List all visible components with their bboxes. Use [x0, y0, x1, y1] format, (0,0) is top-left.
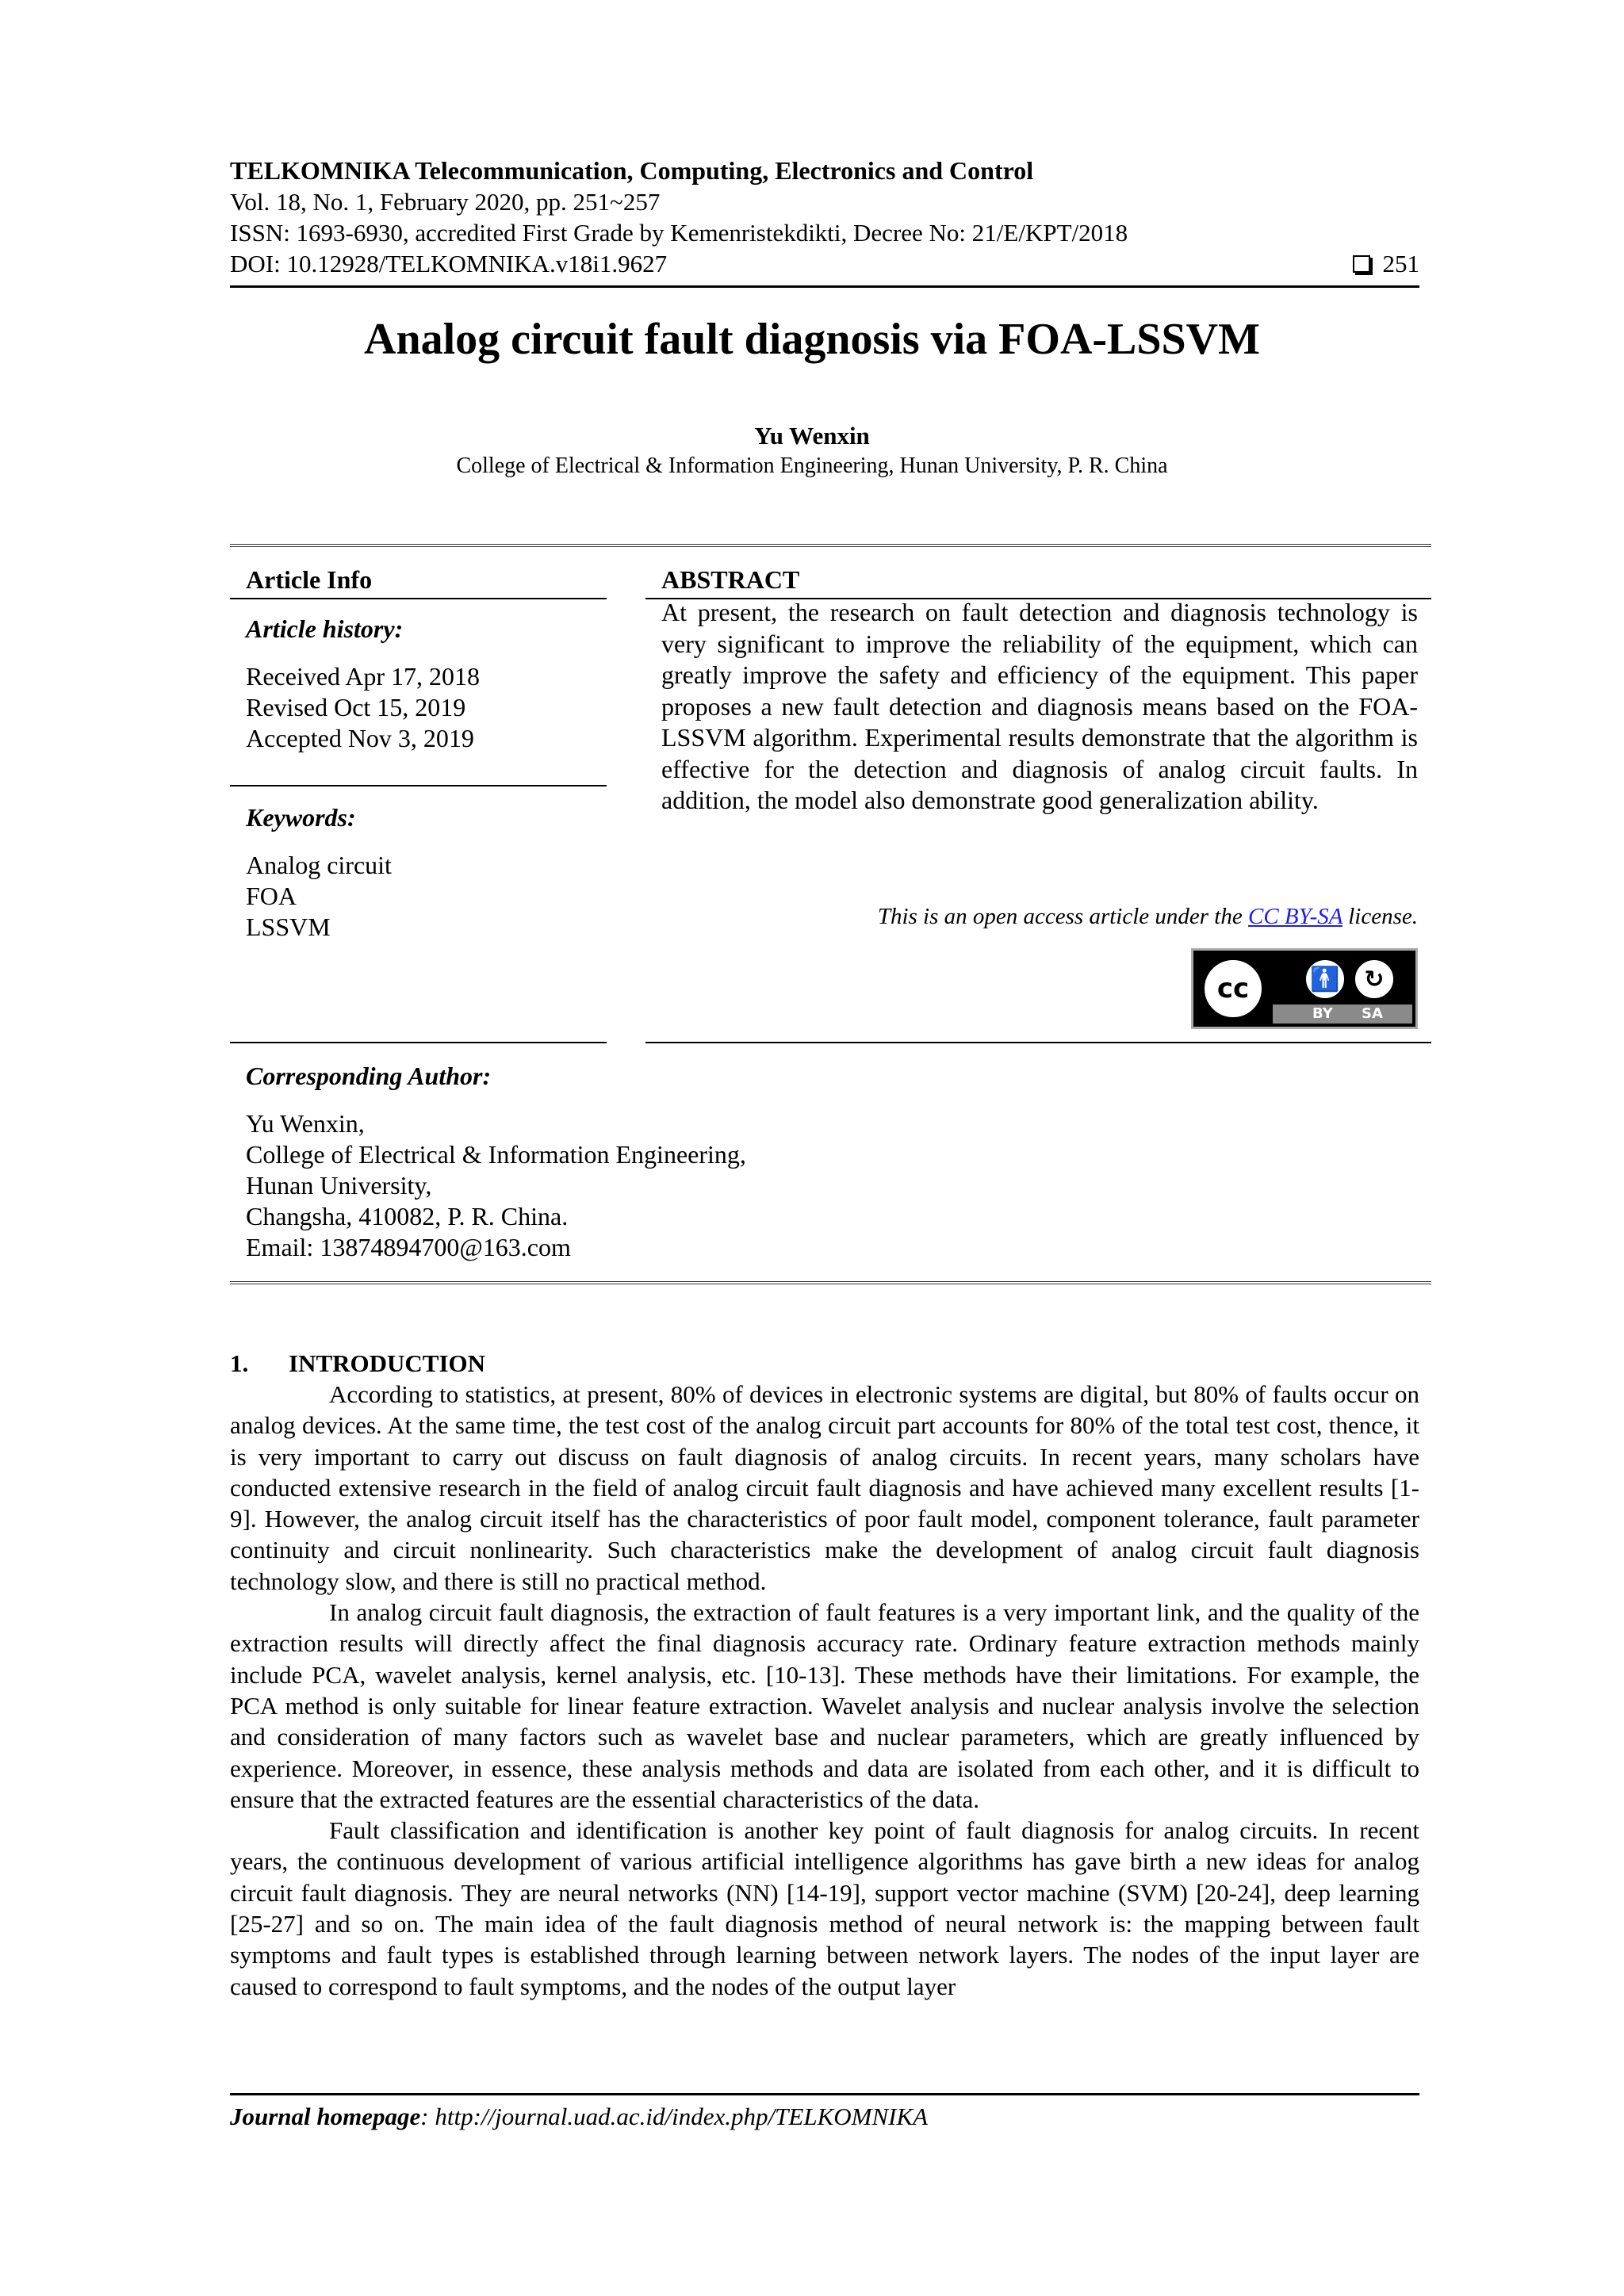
- corresponding-email: Email: 13874894700@163.com: [246, 1233, 571, 1261]
- keyword-item: LSSVM: [246, 913, 331, 941]
- corresponding-line: Yu Wenxin,: [246, 1109, 365, 1138]
- license-suffix: license.: [1342, 904, 1418, 929]
- by-label: BY: [1312, 1005, 1333, 1022]
- introduction-section: [230, 1348, 1419, 2002]
- journal-homepage: [230, 2103, 1419, 2131]
- abstract-heading: ABSTRACT: [661, 565, 800, 594]
- article-info-heading: Article Info: [246, 565, 373, 594]
- volume-info: Vol. 18, No. 1, February 2020, pp. 251~257: [230, 188, 661, 216]
- doi: DOI: 10.12928/TELKOMNIKA.v18i1.9627: [230, 250, 668, 277]
- author-affiliation: College of Electrical & Information Engineering, Hunan University, P. R. China: [456, 453, 1168, 478]
- keywords-label: Keywords:: [246, 803, 356, 832]
- article-history-label: Article history:: [246, 614, 404, 643]
- body-paragraph: According to statistics, at present, 80% of devices in electronic systems are digital, but 80% of faults occur on analog devices. At the same time, the test cost of the analog circuit part accounts for 80% of the total test cost, thence, it is very important to carry out discuss on fault diagnosis of analog circuits. In recent years, many scholars have conducted extensive research in the field of analog circuit fault diagnosis and have achieved many excellent results [1-9]. However, the analog circuit itself has the characteristics of poor fault model, component tolerance, fault parameter continuity and circuit nonlinearity. Such characteristics make the development of analog circuit fault diagnosis technology slow, and there is still no practical method.: [230, 1380, 1419, 1595]
- cc-by-sa-link[interactable]: CC BY-SA: [1248, 904, 1342, 929]
- keyword-item: Analog circuit: [246, 851, 392, 879]
- corresponding-line: Hunan University,: [246, 1171, 432, 1200]
- author-name: Yu Wenxin: [754, 422, 870, 450]
- corresponding-line: College of Electrical & Information Engineering,: [246, 1140, 746, 1169]
- license-statement: [661, 904, 1418, 930]
- info-end-rule: [230, 1281, 1431, 1284]
- abstract-text: At present, the research on fault detection and diagnosis technology is very significant to improve the reliability of the equipment, which can greatly improve the safety and efficiency of the equipment. This paper proposes a new fault detection and diagnosis means based on the FOA-LSSVM algorithm. Experimental results demonstrate that the algorithm is effective for the detection and diagnosis of analog circuit faults. In addition, the model also demonstrate good generalization ability.: [661, 598, 1418, 814]
- section-number: 1.: [230, 1349, 249, 1377]
- doi-row: [230, 248, 1419, 279]
- keywords-rule: [230, 785, 607, 786]
- page-number-value: 251: [1382, 250, 1419, 277]
- square-icon: [1353, 255, 1370, 273]
- revised-date: Revised Oct 15, 2019: [246, 693, 466, 721]
- cc-by-sa-badge: [1191, 948, 1418, 1029]
- cc-icon: cc: [1200, 955, 1266, 1022]
- section-heading: [230, 1348, 1419, 1379]
- page-number: [1353, 248, 1420, 279]
- attribution-person-icon: 🚹: [1303, 957, 1347, 1001]
- badge-label-strip: [1273, 1004, 1412, 1024]
- section-title: INTRODUCTION: [289, 1349, 486, 1377]
- share-alike-icon: ↻: [1352, 957, 1396, 1001]
- accepted-date: Accepted Nov 3, 2019: [246, 724, 474, 752]
- received-date: Received Apr 17, 2018: [246, 662, 481, 691]
- info-bottom-rule-left: [230, 1042, 607, 1043]
- corresponding-author-label: Corresponding Author:: [246, 1062, 492, 1090]
- corresponding-line: Changsha, 410082, P. R. China.: [246, 1202, 569, 1230]
- body-paragraph: Fault classification and identification is another key point of fault diagnosis for analog circuits. In recent years, the continuous development of various artificial intelligence algorithms has gave birth a new ideas for analog circuit fault diagnosis. They are neural networks (NN) [14-19], support vector machine (SVM) [20-24], deep learning [25-27] and so on. The main idea of the fault diagnosis method of neural network is: the mapping between fault symptoms and fault types is established through learning between network layers. The nodes of the input layer are caused to correspond to fault symptoms, and the nodes of the output layer: [230, 1816, 1419, 2000]
- license-prefix: This is an open access article under the: [877, 904, 1248, 929]
- issn-info: ISSN: 1693-6930, accredited First Grade by Kemenristekdikti, Decree No: 21/E/KPT/2018: [230, 219, 1128, 247]
- footer-rule: [230, 2093, 1419, 2095]
- keyword-item: FOA: [246, 882, 297, 910]
- homepage-label: Journal homepage: [230, 2103, 421, 2130]
- article-info-rule: [230, 598, 607, 599]
- journal-header: [230, 155, 1419, 279]
- header-rule: [230, 285, 1419, 288]
- paper-title: Analog circuit fault diagnosis via FOA-LSSVM: [364, 315, 1260, 364]
- body-paragraph: In analog circuit fault diagnosis, the extraction of fault features is a very important link, and the quality of the extraction results will directly affect the final diagnosis accuracy rate. Ordinary feature extraction methods mainly include PCA, wavelet analysis, kernel analysis, etc. [10-13]. These methods have their limitations. For example, the PCA method is only suitable for linear feature extraction. Wavelet analysis and nuclear analysis involve the selection and consideration of many factors such as wavelet base and nuclear parameters, which are greatly influenced by experience. Moreover, in essence, these analysis methods and data are isolated from each other, and it is difficult to ensure that the extracted features are the essential characteristics of the data.: [230, 1598, 1419, 1813]
- info-bottom-rule-right: [645, 1042, 1431, 1043]
- journal-name: TELKOMNIKA Telecommunication, Computing, Electronics and Control: [230, 156, 1034, 185]
- homepage-url[interactable]: : http://journal.uad.ac.id/index.php/TELKOMNIKA: [420, 2103, 929, 2130]
- sa-label: SA: [1362, 1005, 1383, 1022]
- info-top-rule: [230, 544, 1431, 547]
